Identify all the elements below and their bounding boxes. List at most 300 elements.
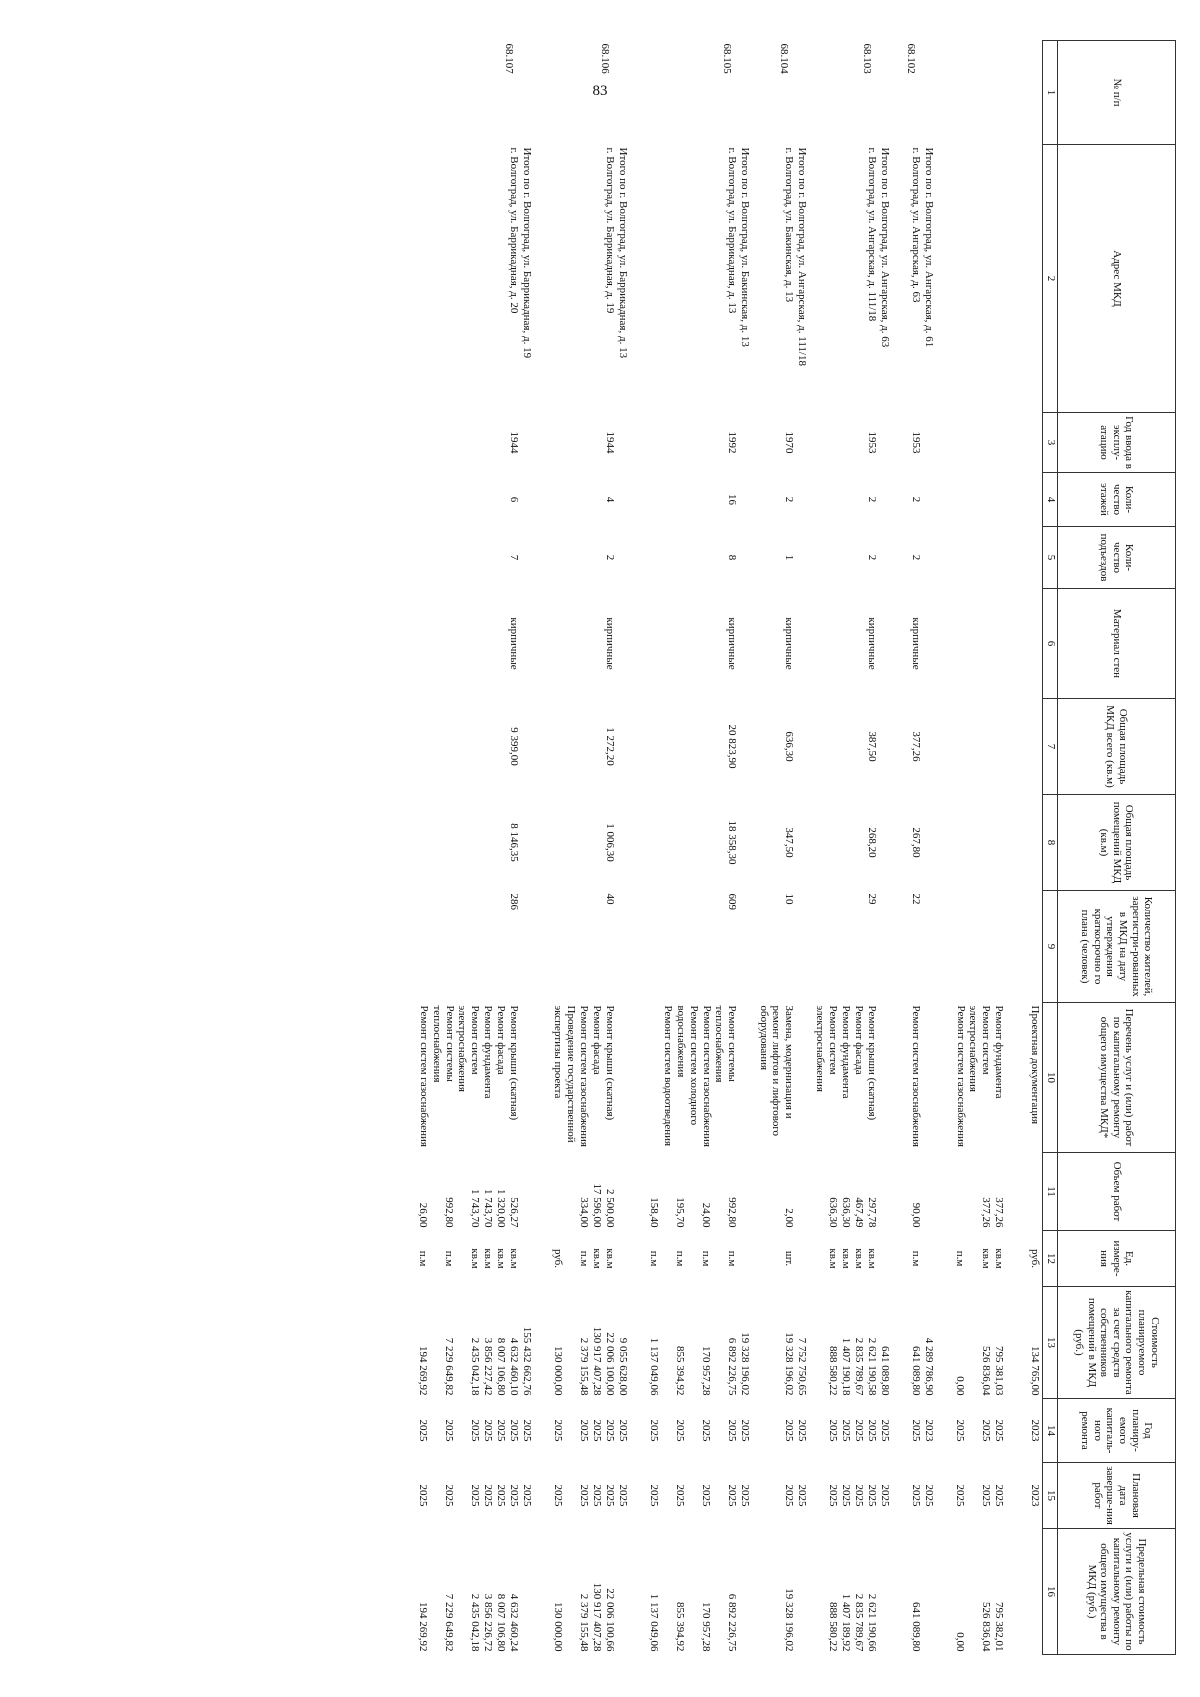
work-volume: 526,27 — [508, 1197, 520, 1228]
work-end-date: 2025 — [495, 1484, 507, 1507]
work-name-cell — [939, 1003, 1006, 1153]
work-cost: 8 007 106,80 — [495, 1337, 507, 1396]
work-volume: 158,40 — [648, 1197, 660, 1228]
work-limit: 2 435 042,18 — [469, 1593, 481, 1652]
address-cell — [895, 145, 939, 413]
work-limit-cell — [755, 1529, 812, 1655]
work-year-cell — [1006, 1399, 1043, 1463]
spacer — [922, 476, 935, 524]
spacer — [878, 1006, 891, 1150]
row-number — [971, 44, 984, 142]
work-end-date-cell — [895, 1463, 939, 1529]
floors-cell — [537, 473, 633, 527]
address-cell — [402, 145, 537, 413]
area-total-cell — [895, 699, 939, 795]
work-unit: п.м — [674, 1250, 686, 1267]
work-end-date: 2025 — [980, 1484, 992, 1507]
work-unit-cell — [755, 1231, 812, 1287]
column-number: 12 — [1043, 1231, 1058, 1287]
work-year: 2025 — [726, 1419, 738, 1442]
work-year-cell — [537, 1399, 633, 1463]
work-volume: 636,30 — [827, 1197, 839, 1228]
residents: 10 — [783, 893, 795, 905]
work-name: Ремонт крыши (скатная) — [604, 1005, 616, 1121]
work-limit: 130 917 407,28 — [591, 1582, 603, 1652]
work-volume: 1 320,00 — [495, 1189, 507, 1228]
total-label — [992, 148, 1005, 410]
work-unit: кв.м — [840, 1248, 852, 1269]
work-unit: п.м — [726, 1250, 738, 1267]
spacer — [1028, 476, 1041, 524]
entrances-cell — [633, 527, 755, 589]
work-volume: 377,26 — [980, 1197, 992, 1228]
spacer — [878, 416, 891, 470]
entrances-cell — [895, 527, 939, 589]
address: г. Волгоград, ул. Баррикадная, д. 20 — [508, 147, 520, 314]
total-label: Итого по г. Волгоград, ул. Баррикадная, д. 13 — [617, 147, 629, 359]
work-name: Ремонт систем газоснабжения — [910, 1005, 922, 1147]
column-header: Год ввода в эксплу-атацию — [1058, 413, 1176, 473]
column-header: № п/п — [1058, 41, 1176, 145]
table-row — [402, 41, 537, 1655]
column-header: Ед. измере-ния — [1058, 1231, 1176, 1287]
work-volume: 992,80 — [726, 1197, 738, 1228]
work-year-cell — [402, 1399, 537, 1463]
work-volume-cell — [1006, 1153, 1043, 1231]
work-end-date: 2025 — [417, 1484, 429, 1507]
row-number-cell — [812, 41, 895, 145]
address-cell — [755, 145, 812, 413]
address: г. Волгоград, ул. Ангарская, д. 111/18 — [866, 147, 878, 322]
spacer — [738, 702, 751, 792]
floors-cell — [633, 473, 755, 527]
column-header: Материал стен — [1058, 589, 1176, 699]
floors: 4 — [604, 496, 616, 503]
walls-cell — [537, 589, 633, 699]
spacer — [738, 1156, 751, 1228]
area-rooms-cell — [895, 795, 939, 891]
row-number-cell — [537, 41, 633, 145]
work-name: Ремонт фундамента — [482, 1005, 494, 1099]
entrances: 2 — [604, 554, 616, 561]
work-cost-cell — [812, 1287, 895, 1399]
entrances-cell — [812, 527, 895, 589]
column-number: 13 — [1043, 1287, 1058, 1399]
work-limit-cell — [402, 1529, 537, 1655]
work-end-date: 2023 — [1029, 1484, 1041, 1507]
work-limit: 2 379 155,48 — [578, 1593, 590, 1652]
work-year: 2025 — [954, 1419, 966, 1442]
residents — [1015, 894, 1028, 1000]
column-number: 7 — [1043, 699, 1058, 795]
work-name-cell — [633, 1003, 755, 1153]
total-work-year: 2023 — [923, 1419, 935, 1442]
work-cost: 130 000,00 — [552, 1346, 564, 1396]
area-total-cell — [812, 699, 895, 795]
area-rooms-cell — [537, 795, 633, 891]
total-work-cost: 9 055 628,00 — [617, 1337, 629, 1396]
work-limit — [1028, 1532, 1041, 1652]
spacer — [922, 1006, 935, 1150]
work-year: 2025 — [783, 1419, 795, 1442]
table-row — [1006, 41, 1043, 1655]
work-end-date: 2025 — [726, 1484, 738, 1507]
spacer — [1028, 798, 1041, 888]
entrances-cell — [402, 527, 537, 589]
spacer — [795, 530, 808, 586]
column-number: 9 — [1043, 891, 1058, 1003]
work-volume: 636,30 — [840, 1197, 852, 1228]
work-cost: 855 394,92 — [674, 1346, 686, 1396]
work-name: Замена, модернизация и ремонт лифтов и лифтового оборудования — [757, 1005, 795, 1137]
work-cost: 7 229 649,82 — [443, 1337, 455, 1396]
work-limit-cell — [633, 1529, 755, 1655]
entrances-cell — [1006, 527, 1043, 589]
area-total-cell — [537, 699, 633, 795]
year: 1944 — [604, 431, 616, 454]
column-number: 11 — [1043, 1153, 1058, 1231]
spacer — [878, 894, 891, 1000]
spacer — [992, 702, 1005, 792]
year-cell — [1006, 413, 1043, 473]
work-year: 2023 — [1029, 1419, 1041, 1442]
work-year: 2025 — [552, 1419, 564, 1442]
spacer — [520, 592, 533, 696]
work-unit: п.м — [578, 1250, 590, 1267]
area-rooms: 1 006,30 — [604, 823, 616, 862]
spacer — [520, 416, 533, 470]
address: г. Волгоград, ул. Баррикадная, д. 13 — [726, 147, 738, 314]
column-number: 16 — [1043, 1529, 1058, 1655]
spacer — [878, 476, 891, 524]
row-number-cell — [895, 41, 939, 145]
work-limit-cell — [812, 1529, 895, 1655]
work-unit: кв.м — [980, 1248, 992, 1269]
area-total: 1 272,20 — [604, 727, 616, 766]
work-limit-cell — [895, 1529, 939, 1655]
total-work-end-date: 2025 — [879, 1484, 891, 1507]
spacer — [795, 592, 808, 696]
work-year: 2025 — [469, 1419, 481, 1442]
walls: кирпичные — [604, 617, 616, 670]
work-limit: 2 835 789,67 — [853, 1593, 865, 1652]
column-number: 1 — [1043, 41, 1058, 145]
work-end-date-cell — [633, 1463, 755, 1529]
work-name: Ремонт системы теплоснабжения — [713, 1005, 738, 1083]
total-label — [1028, 148, 1041, 410]
work-cost: 134 765,00 — [1029, 1346, 1041, 1396]
spacer — [878, 1156, 891, 1228]
column-number: 14 — [1043, 1399, 1058, 1463]
column-number: 15 — [1043, 1463, 1058, 1529]
work-limit: 641 089,80 — [910, 1602, 922, 1652]
work-name-cell — [755, 1003, 812, 1153]
entrances — [1015, 530, 1028, 586]
table-row — [895, 41, 939, 1655]
work-cost-cell — [1006, 1287, 1043, 1399]
spacer — [616, 798, 629, 888]
work-end-date: 2025 — [469, 1484, 481, 1507]
work-unit: кв.м — [482, 1248, 494, 1269]
work-limit: 888 580,22 — [827, 1602, 839, 1652]
walls: кирпичные — [866, 617, 878, 670]
work-name: Проектная документация — [1029, 1005, 1041, 1125]
spacer — [616, 894, 629, 1000]
work-name: Ремонт систем электроснабжения — [456, 1005, 481, 1092]
area-rooms — [979, 798, 992, 888]
area-rooms: 8 146,35 — [508, 823, 520, 862]
work-cost: 0,00 — [954, 1376, 966, 1396]
column-number: 5 — [1043, 527, 1058, 589]
work-cost: 194 269,92 — [417, 1346, 429, 1396]
spacer — [1028, 416, 1041, 470]
entrances: 7 — [508, 554, 520, 561]
capital-repair-table — [402, 40, 1176, 1655]
total-work-cost: 7 752 750,65 — [796, 1337, 808, 1396]
work-year: 2025 — [993, 1419, 1005, 1442]
row-number: 68.106 — [599, 43, 611, 74]
work-unit: п.м — [700, 1250, 712, 1267]
column-header: Коли-чество этажей — [1058, 473, 1176, 527]
work-volume: 26,00 — [417, 1202, 429, 1228]
work-volume — [940, 1156, 966, 1228]
address-cell — [633, 145, 755, 413]
work-limit: 4 632 460,24 — [508, 1593, 520, 1652]
column-number: 10 — [1043, 1003, 1058, 1153]
address-cell — [1006, 145, 1043, 413]
spacer — [1028, 702, 1041, 792]
work-unit: кв.м — [993, 1248, 1005, 1269]
area-total-cell — [1006, 699, 1043, 795]
floors-cell — [1006, 473, 1043, 527]
spacer — [616, 416, 629, 470]
work-limit-cell — [1006, 1529, 1043, 1655]
work-end-date: 2025 — [508, 1484, 520, 1507]
area-total-cell — [633, 699, 755, 795]
residents-cell — [939, 891, 1006, 1003]
work-year: 2025 — [604, 1419, 616, 1442]
year-cell — [537, 413, 633, 473]
floors-cell — [939, 473, 1006, 527]
area-rooms: 347,50 — [783, 827, 795, 858]
work-limit: 8 007 106,80 — [495, 1593, 507, 1652]
year: 1953 — [910, 431, 922, 454]
residents: 40 — [604, 893, 616, 905]
work-name: Ремонт систем газоснабжения — [418, 1005, 431, 1147]
work-unit: п.м — [417, 1250, 429, 1267]
row-number: 68.103 — [861, 43, 873, 74]
spacer — [616, 1234, 629, 1284]
work-end-date: 2025 — [674, 1484, 686, 1507]
residents-cell — [537, 891, 633, 1003]
column-number: 2 — [1043, 145, 1058, 413]
spacer — [992, 798, 1005, 888]
work-volume: 1 743,70 — [469, 1189, 481, 1228]
work-volume — [538, 1156, 564, 1228]
spacer — [738, 530, 751, 586]
row-number-cell — [939, 41, 1006, 145]
spacer — [795, 476, 808, 524]
total-work-cost: 19 328 196,02 — [739, 1332, 751, 1396]
total-work-year: 2025 — [739, 1419, 751, 1442]
spacer — [616, 702, 629, 792]
year: 1953 — [866, 431, 878, 454]
work-end-date: 2025 — [993, 1484, 1005, 1507]
address-cell — [812, 145, 895, 413]
spacer — [738, 798, 751, 888]
work-unit-cell — [633, 1231, 755, 1287]
work-year-cell — [939, 1399, 1006, 1463]
work-year-cell — [895, 1399, 939, 1463]
total-work-end-date: 2025 — [796, 1484, 808, 1507]
work-name: Проведение государственной экспертизы проекта — [552, 1005, 577, 1143]
work-limit: 22 006 100,66 — [604, 1588, 616, 1652]
address: г. Волгоград, ул. Бакинская, д. 13 — [783, 147, 795, 303]
work-cost: 795 381,03 — [993, 1346, 1005, 1396]
total-work-end-date: 2025 — [739, 1484, 751, 1507]
work-volume: 2,00 — [783, 1208, 795, 1228]
spacer — [878, 530, 891, 586]
walls — [979, 592, 992, 696]
work-year: 2025 — [853, 1419, 865, 1442]
work-cost: 2 621 190,58 — [866, 1337, 878, 1396]
work-unit-cell — [939, 1231, 1006, 1287]
address — [1015, 148, 1028, 410]
work-unit: кв.м — [508, 1248, 520, 1269]
spacer — [795, 1234, 808, 1284]
row-number-cell — [633, 41, 755, 145]
area-total-cell — [755, 699, 812, 795]
work-cost: 2 435 042,18 — [469, 1337, 481, 1396]
floors-cell — [755, 473, 812, 527]
work-unit-cell — [402, 1231, 537, 1287]
work-year: 2025 — [827, 1419, 839, 1442]
work-cost-cell — [939, 1287, 1006, 1399]
area-rooms: 268,20 — [866, 827, 878, 858]
work-name: Ремонт систем водоотведения — [662, 1005, 675, 1147]
year: 1992 — [726, 431, 738, 454]
work-cost: 888 580,22 — [827, 1346, 839, 1396]
work-end-date: 2025 — [853, 1484, 865, 1507]
work-end-date: 2025 — [604, 1484, 616, 1507]
area-total — [979, 702, 992, 792]
spacer — [922, 702, 935, 792]
year-cell — [755, 413, 812, 473]
work-name: Ремонт системы теплоснабжения — [431, 1005, 456, 1083]
page-number: 83 — [592, 83, 608, 99]
work-name: Ремонт фундамента — [993, 1005, 1005, 1099]
residents-cell — [812, 891, 895, 1003]
address: г. Волгоград, ул. Ангарская, д. 63 — [910, 147, 922, 303]
column-number: 8 — [1043, 795, 1058, 891]
area-rooms: 18 358,30 — [726, 820, 738, 865]
work-name: Ремонт систем электроснабжения — [814, 1005, 839, 1092]
row-number-cell — [755, 41, 812, 145]
column-number-row — [1043, 41, 1058, 1655]
work-volume: 24,00 — [700, 1202, 712, 1228]
area-rooms-cell — [939, 795, 1006, 891]
spacer — [878, 702, 891, 792]
residents: 286 — [508, 893, 520, 910]
work-cost: 1 137 049,06 — [648, 1337, 660, 1396]
work-unit: п.м — [648, 1250, 660, 1267]
work-unit: п.м — [443, 1250, 455, 1267]
area-total — [1015, 702, 1028, 792]
column-header: Год планиру-емого капиталь-ного ремонта — [1058, 1399, 1176, 1463]
work-year: 2025 — [866, 1419, 878, 1442]
floors: 6 — [508, 496, 520, 503]
entrances-cell — [755, 527, 812, 589]
spacer — [922, 592, 935, 696]
address — [979, 148, 992, 410]
area-total: 9 399,00 — [508, 727, 520, 766]
work-name-cell — [812, 1003, 895, 1153]
work-limit: 7 229 649,82 — [443, 1593, 455, 1652]
work-volume-cell — [939, 1153, 1006, 1231]
work-cost: 641 089,80 — [910, 1346, 922, 1396]
walls-cell — [1006, 589, 1043, 699]
row-number: 68.105 — [721, 43, 733, 74]
work-volume: 992,80 — [443, 1197, 455, 1228]
work-unit: кв.м — [866, 1248, 878, 1269]
work-end-date: 2025 — [866, 1484, 878, 1507]
spacer — [520, 1006, 533, 1150]
total-work-end-date: 2025 — [617, 1484, 629, 1507]
floors-cell — [895, 473, 939, 527]
floors — [1015, 476, 1028, 524]
work-year: 2025 — [443, 1419, 455, 1442]
work-volume: 334,00 — [578, 1197, 590, 1228]
work-limit: 6 892 226,75 — [726, 1593, 738, 1652]
work-volume: 17 596,00 — [591, 1183, 603, 1228]
spacer — [520, 476, 533, 524]
work-cost-cell — [895, 1287, 939, 1399]
work-year: 2025 — [482, 1419, 494, 1442]
work-year: 2025 — [674, 1419, 686, 1442]
work-volume-cell — [895, 1153, 939, 1231]
work-unit-cell — [537, 1231, 633, 1287]
work-year: 2025 — [700, 1419, 712, 1442]
work-end-date-cell — [537, 1463, 633, 1529]
work-cost: 526 836,04 — [980, 1346, 992, 1396]
work-volume-cell — [633, 1153, 755, 1231]
work-limit: 130 000,00 — [552, 1602, 564, 1652]
work-volume: 195,70 — [674, 1197, 686, 1228]
work-end-date: 2025 — [840, 1484, 852, 1507]
work-year-cell — [633, 1399, 755, 1463]
walls-cell — [402, 589, 537, 699]
entrances: 8 — [726, 554, 738, 561]
work-unit: кв.м — [853, 1248, 865, 1269]
column-header: Стоимость планируемого капитального ремонта за счет средств собственников помещений в МКД (руб.) — [1058, 1287, 1176, 1399]
floors — [979, 476, 992, 524]
entrances — [979, 530, 992, 586]
total-label: Итого по г. Волгоград, ул. Ангарская, д. 111/18 — [796, 147, 808, 366]
work-unit-cell — [895, 1231, 939, 1287]
walls-cell — [939, 589, 1006, 699]
work-name-cell — [402, 1003, 537, 1153]
total-work-year: 2025 — [796, 1419, 808, 1442]
work-unit: кв.м — [495, 1248, 507, 1269]
column-header: Объем работ — [1058, 1153, 1176, 1231]
spacer — [922, 894, 935, 1000]
walls: кирпичные — [910, 617, 922, 670]
work-limit: 170 957,28 — [700, 1602, 712, 1652]
entrances-cell — [537, 527, 633, 589]
residents: 609 — [726, 893, 738, 910]
work-end-date: 2025 — [783, 1484, 795, 1507]
work-volume: 90,00 — [910, 1202, 922, 1228]
